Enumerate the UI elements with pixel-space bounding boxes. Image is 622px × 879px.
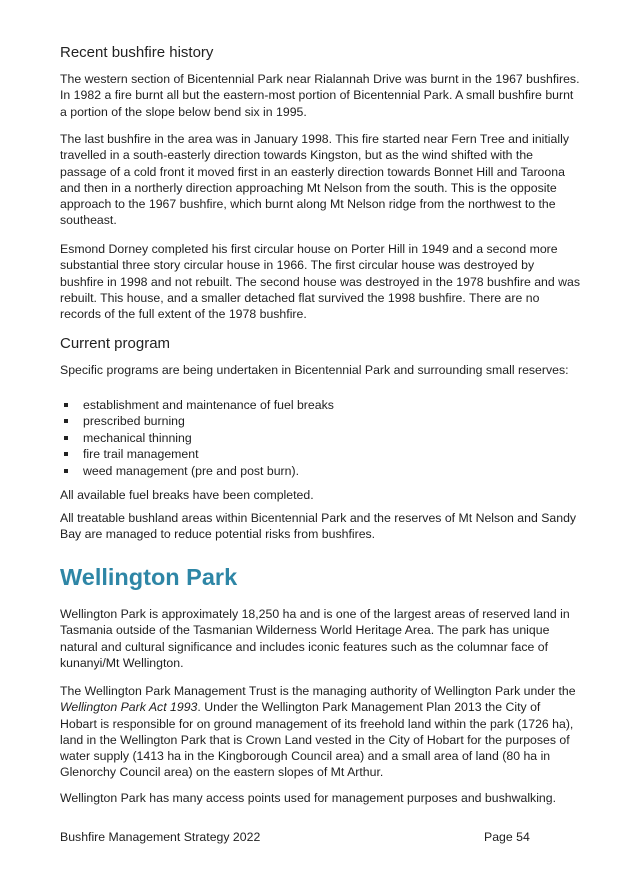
- bullet-icon: [64, 436, 68, 440]
- wellington-paragraph-1: Wellington Park is approximately 18,250 ha and is one of the largest areas of reserved land in Tasmania outside of the Tasmanian Wilderness World Heritage Area. The park has unique natural and cultural significance and includes iconic features such as the columnar face of kunanyi/Mt Wellington.: [60, 607, 570, 670]
- wellington-p2-end: . Under the Wellington Park Management Plan 2013 the City of Hobart is responsible for on ground management of its freehold land within the park (1726 ha), land in the Wellington Park that is Crown Land vested in the City of Hobart for the purposes of water supply (1413 ha in the Kingborough Council area) and a small area of land (80 ha in Glenorchy Council area) on the eastern slopes of Mt Arthur.: [60, 700, 574, 780]
- wellington-act-name: Wellington Park Act 1993: [60, 700, 198, 715]
- list-item: [60, 430, 580, 446]
- list-item-text: mechanical thinning: [83, 430, 192, 445]
- list-item: [60, 413, 580, 429]
- wellington-p2-start: The Wellington Park Management Trust is the managing authority of Wellington Park under the: [60, 684, 576, 698]
- list-item: [60, 397, 580, 413]
- fuel-breaks-paragraph: All available fuel breaks have been completed.: [60, 488, 314, 502]
- current-program-intro: Specific programs are being undertaken in Bicentennial Park and surrounding small reserves:: [60, 363, 569, 377]
- wellington-paragraph-2: [60, 683, 580, 781]
- list-item: [60, 446, 580, 462]
- list-item: [60, 463, 580, 479]
- treatable-areas-paragraph: All treatable bushland areas within Bicentennial Park and the reserves of Mt Nelson and Sandy Bay are managed to reduce potential risks from bushfires.: [60, 511, 577, 542]
- bullet-icon: [64, 419, 68, 423]
- recent-bushfire-heading: Recent bushfire history: [60, 44, 214, 61]
- wellington-paragraph-3: Wellington Park has many access points used for management purposes and bushwalking.: [60, 791, 557, 805]
- list-item-text: weed management (pre and post burn).: [83, 463, 300, 478]
- recent-paragraph-2: The last bushfire in the area was in January 1998. This fire started near Fern Tree and initially travelled in a south-easterly direction towards Kingston, but as the wind shifted with the passage of a cold front it moved first in an easterly direction towards Bonnet Hill and Taroona and then in a northerly direction approaching Mt Nelson from the south. This is the opposite approach to the 1967 bushfire, which burnt along Mt Nelson ridge from the northwest to the southeast.: [60, 132, 569, 228]
- bullet-icon: [64, 452, 68, 456]
- list-item-text: fire trail management: [83, 447, 199, 462]
- recent-paragraph-3: Esmond Dorney completed his first circular house on Porter Hill in 1949 and a second more substantial three story circular house in 1966. The first circular house was destroyed by bushfire in 1998 and not rebuilt. The second house was destroyed in the 1978 bushfire and was rebuilt. This house, and a smaller detached flat survived the 1998 bushfire. There are no records of the full extent of the 1978 bushfire.: [60, 242, 581, 322]
- current-program-heading: Current program: [60, 335, 171, 352]
- footer-title: Bushfire Management Strategy 2022: [60, 830, 261, 844]
- program-list: [60, 397, 580, 479]
- page-number: Page 54: [484, 830, 530, 844]
- bullet-icon: [64, 469, 68, 473]
- recent-paragraph-1: The western section of Bicentennial Park near Rialannah Drive was burnt in the 1967 bushfires. In 1982 a fire burnt all but the eastern-most portion of Bicentennial Park. A small bushfire burnt a portion of the slope below bend six in 1995.: [60, 72, 580, 119]
- list-item-text: establishment and maintenance of fuel breaks: [83, 398, 334, 412]
- bullet-icon: [64, 403, 68, 407]
- list-item-text: prescribed burning: [83, 414, 185, 429]
- wellington-park-heading: Wellington Park: [60, 564, 238, 590]
